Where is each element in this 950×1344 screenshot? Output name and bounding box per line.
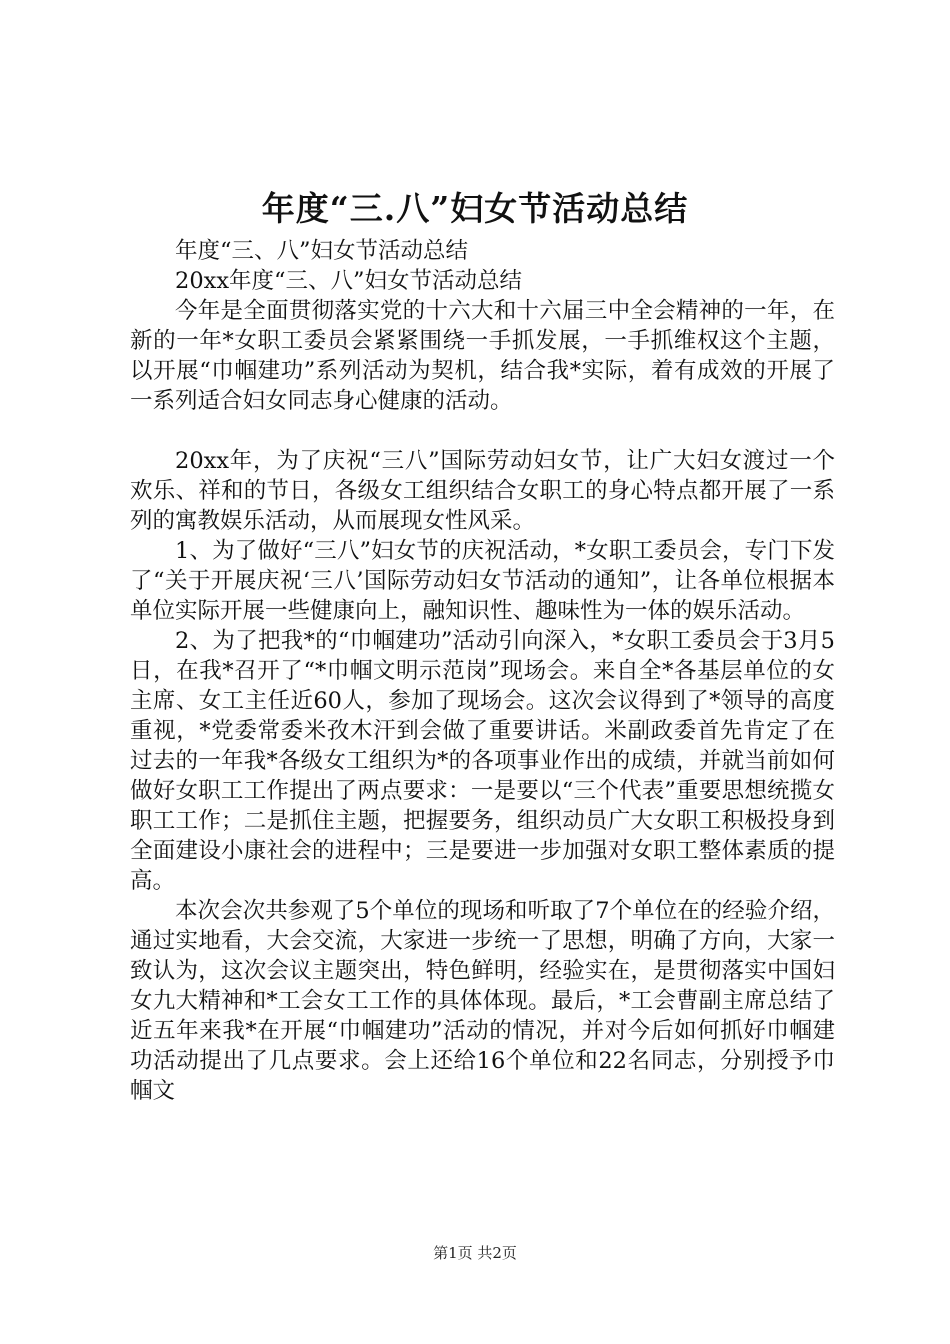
paragraph-item-1: 1、为了做好“三八”妇女节的庆祝活动，*女职工委员会，专门下发了“关于开展庆祝‘三八’国际劳动妇女节活动的通知”，让各单位根据本单位实际开展一些健康向上，融知识性、趣味性为一体的娱乐活动。	[130, 538, 835, 624]
paragraph-celebration: 20xx年，为了庆祝“三八”国际劳动妇女节，让广大妇女渡过一个欢乐、祥和的节日，各级女工组织结合女职工的身心特点都开展了一系列的寓教娱乐活动，从而展现女性风采。	[130, 448, 835, 534]
paragraph-meeting-summary: 本次会次共参观了5个单位的现场和听取了7个单位在的经验介绍，通过实地看，大会交流，大家进一步统一了思想，明确了方向，大家一致认为，这次会议主题突出，特色鲜明，经验实在，是贯彻落实中国妇女九大精神和*工会女工工作的具体体现。最后，*工会曹副主席总结了近五年来我*在开展“巾帼建功”活动的情况，并对今后如何抓好巾帼建功活动提出了几点要求。会上还给16个单位和22名同志，分别授予巾帼文	[130, 898, 835, 1104]
paragraph-intro: 今年是全面贯彻落实党的十六大和十六届三中全会精神的一年，在新的一年*女职工委员会紧紧围绕一手抓发展，一手抓维权这个主题，以开展“巾帼建功”系列活动为契机，结合我*实际，着有成效的开展了一系列适合妇女同志身心健康的活动。	[130, 298, 835, 414]
paragraph-item-2: 2、为了把我*的“巾帼建功”活动引向深入，*女职工委员会于3月5日，在我*召开了“*巾帼文明示范岗”现场会。来自全*各基层单位的女主席、女工主任近60人，参加了现场会。这次会议得到了*领导的高度重视，*党委常委米孜木汗到会做了重要讲话。米副政委首先肯定了在过去的一年我*各级女工组织为*的各项事业作出的成绩，并就当前如何做好女职工工作提出了两点要求：一是要以“三个代表”重要思想统揽女职工工作；二是抓住主题，把握要务，组织动员广大女职工积极投身到全面建设小康社会的进程中；三是要进一步加强对女职工整体素质的提高。	[130, 628, 835, 894]
document-body	[130, 236, 835, 1106]
paragraph-subtitle-year: 20xx年度“三、八”妇女节活动总结	[175, 268, 523, 294]
page-footer: 第1页 共2页	[433, 1244, 517, 1262]
document-title: 年度“三.八”妇女节活动总结	[261, 189, 689, 228]
paragraph-subtitle: 年度“三、八”妇女节活动总结	[175, 238, 469, 264]
